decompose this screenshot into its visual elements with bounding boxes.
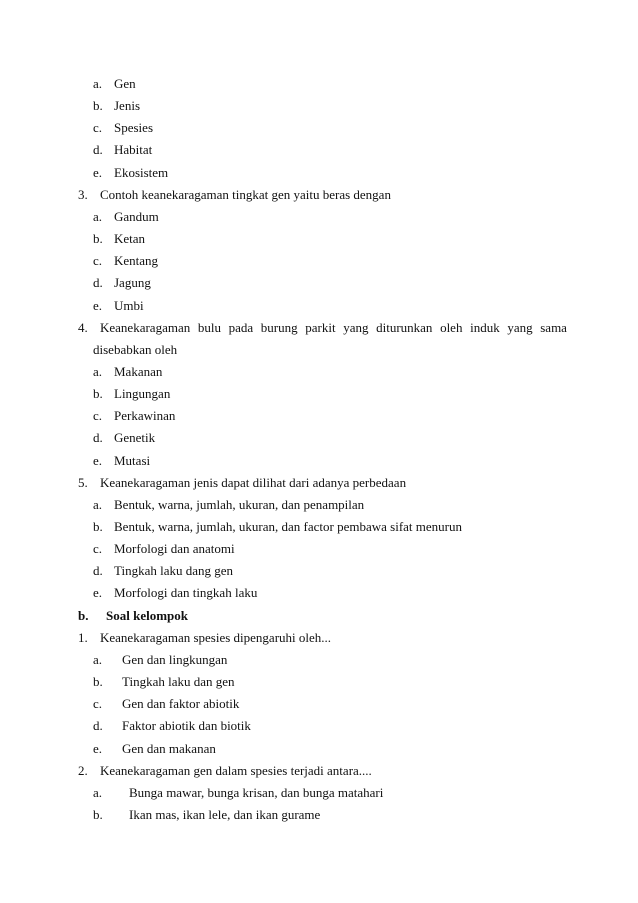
answer-option bbox=[93, 696, 239, 712]
item-text: Umbi bbox=[114, 297, 144, 313]
item-label: b. bbox=[78, 607, 89, 623]
item-text: Perkawinan bbox=[114, 408, 176, 424]
item-word: oleh bbox=[440, 319, 463, 335]
item-text: Ketan bbox=[114, 231, 146, 247]
item-text: Ekosistem bbox=[114, 164, 169, 180]
answer-option bbox=[93, 364, 162, 380]
item-word: bulu bbox=[197, 319, 221, 335]
question bbox=[78, 763, 372, 779]
item-label: 2. bbox=[78, 762, 88, 778]
item-text: Kentang bbox=[114, 253, 159, 269]
question bbox=[78, 320, 567, 336]
item-label: c. bbox=[93, 541, 103, 557]
item-word: pada bbox=[228, 319, 254, 335]
question bbox=[78, 187, 391, 203]
answer-option bbox=[93, 519, 462, 535]
item-text: Tingkah laku dang gen bbox=[114, 563, 234, 579]
answer-option bbox=[93, 408, 175, 424]
item-text bbox=[100, 320, 567, 336]
item-word: Keanekaragaman bbox=[100, 319, 191, 335]
item-text: Gen dan faktor abiotik bbox=[122, 696, 240, 712]
item-label: e. bbox=[93, 164, 103, 180]
item-word: parkit bbox=[305, 319, 336, 335]
item-label: c. bbox=[93, 696, 103, 712]
item-text: Habitat bbox=[114, 142, 153, 158]
item-label: b. bbox=[93, 519, 103, 534]
item-label: d. bbox=[93, 275, 103, 291]
item-label: 4. bbox=[78, 319, 88, 335]
answer-option bbox=[93, 430, 155, 446]
answer-option bbox=[93, 142, 152, 158]
item-label: 1. bbox=[78, 629, 88, 645]
item-text: Mutasi bbox=[114, 452, 151, 468]
answer-option bbox=[93, 165, 168, 181]
answer-option bbox=[93, 741, 216, 757]
item-label: d. bbox=[93, 718, 103, 734]
answer-option bbox=[93, 231, 145, 247]
item-word: sama bbox=[540, 319, 567, 335]
item-label: a. bbox=[93, 76, 103, 91]
item-text: Gen dan makanan bbox=[122, 740, 216, 756]
item-text: Ikan mas, ikan lele, dan ikan gurame bbox=[129, 806, 321, 822]
item-text: disebabkan oleh bbox=[93, 341, 178, 357]
item-text: Spesies bbox=[114, 120, 153, 136]
section-heading bbox=[78, 608, 188, 624]
answer-option bbox=[93, 275, 151, 291]
item-text: Jenis bbox=[114, 98, 140, 114]
item-text: Genetik bbox=[114, 430, 156, 446]
item-text: Gen dan lingkungan bbox=[122, 651, 228, 667]
answer-option bbox=[93, 253, 158, 269]
answer-option bbox=[93, 453, 150, 469]
item-text: Makanan bbox=[114, 363, 163, 379]
item-word: burung bbox=[260, 319, 298, 335]
item-label: a. bbox=[93, 496, 103, 512]
item-text: Bentuk, warna, jumlah, ukuran, dan penampilan bbox=[114, 496, 365, 512]
answer-option bbox=[93, 298, 144, 314]
item-label: a. bbox=[93, 363, 103, 379]
item-word: induk bbox=[470, 319, 500, 335]
item-text: Bentuk, warna, jumlah, ukuran, dan factor pembawa sifat menurun bbox=[114, 519, 462, 534]
item-word: diturunkan bbox=[376, 319, 433, 335]
item-text: Tingkah laku dan gen bbox=[122, 674, 235, 690]
question-continuation bbox=[93, 342, 177, 358]
item-word: yang bbox=[507, 319, 533, 335]
answer-option bbox=[93, 98, 140, 114]
item-text: Gandum bbox=[114, 208, 159, 224]
item-label: a. bbox=[93, 651, 103, 667]
answer-option bbox=[93, 652, 227, 668]
item-label: c. bbox=[93, 408, 103, 424]
item-text: Gen bbox=[114, 76, 136, 91]
item-text: Soal kelompok bbox=[106, 607, 188, 623]
item-text: Bunga mawar, bunga krisan, dan bunga matahari bbox=[129, 784, 384, 800]
item-label: c. bbox=[93, 253, 103, 269]
item-label: 5. bbox=[78, 474, 88, 490]
answer-option bbox=[93, 585, 257, 601]
question bbox=[78, 475, 406, 491]
answer-option bbox=[93, 785, 383, 801]
answer-option bbox=[93, 674, 235, 690]
item-label: d. bbox=[93, 142, 103, 158]
item-text: Lingungan bbox=[114, 386, 171, 402]
item-word: yang bbox=[343, 319, 369, 335]
item-text: Faktor abiotik dan biotik bbox=[122, 718, 251, 734]
item-text: Keanekaragaman gen dalam spesies terjadi antara.... bbox=[100, 762, 372, 778]
item-text: Morfologi dan anatomi bbox=[114, 541, 235, 557]
item-label: c. bbox=[93, 120, 103, 136]
item-label: b. bbox=[93, 674, 103, 690]
item-text: Keanekaragaman jenis dapat dilihat dari adanya perbedaan bbox=[100, 474, 407, 490]
item-label: b. bbox=[93, 806, 103, 822]
item-label: a. bbox=[93, 208, 103, 224]
answer-option bbox=[93, 120, 153, 136]
item-text: Morfologi dan tingkah laku bbox=[114, 585, 258, 601]
item-label: e. bbox=[93, 585, 103, 601]
item-label: b. bbox=[93, 386, 103, 402]
item-label: b. bbox=[93, 98, 103, 114]
answer-option bbox=[93, 541, 235, 557]
item-label: a. bbox=[93, 784, 103, 800]
item-label: d. bbox=[93, 430, 103, 446]
item-label: b. bbox=[93, 231, 103, 247]
question bbox=[78, 630, 331, 646]
answer-option bbox=[93, 563, 233, 579]
answer-option bbox=[93, 497, 364, 513]
item-label: d. bbox=[93, 563, 103, 579]
item-text: Keanekaragaman spesies dipengaruhi oleh... bbox=[100, 629, 332, 645]
answer-option bbox=[93, 807, 320, 823]
answer-option bbox=[93, 386, 170, 402]
answer-option bbox=[93, 76, 136, 92]
answer-option bbox=[93, 718, 251, 734]
item-label: e. bbox=[93, 452, 103, 468]
item-label: e. bbox=[93, 297, 103, 313]
item-text: Jagung bbox=[114, 275, 151, 291]
item-text: Contoh keanekaragaman tingkat gen yaitu beras dengan bbox=[100, 186, 391, 202]
item-label: 3. bbox=[78, 186, 88, 202]
item-label: e. bbox=[93, 740, 103, 756]
answer-option bbox=[93, 209, 159, 225]
